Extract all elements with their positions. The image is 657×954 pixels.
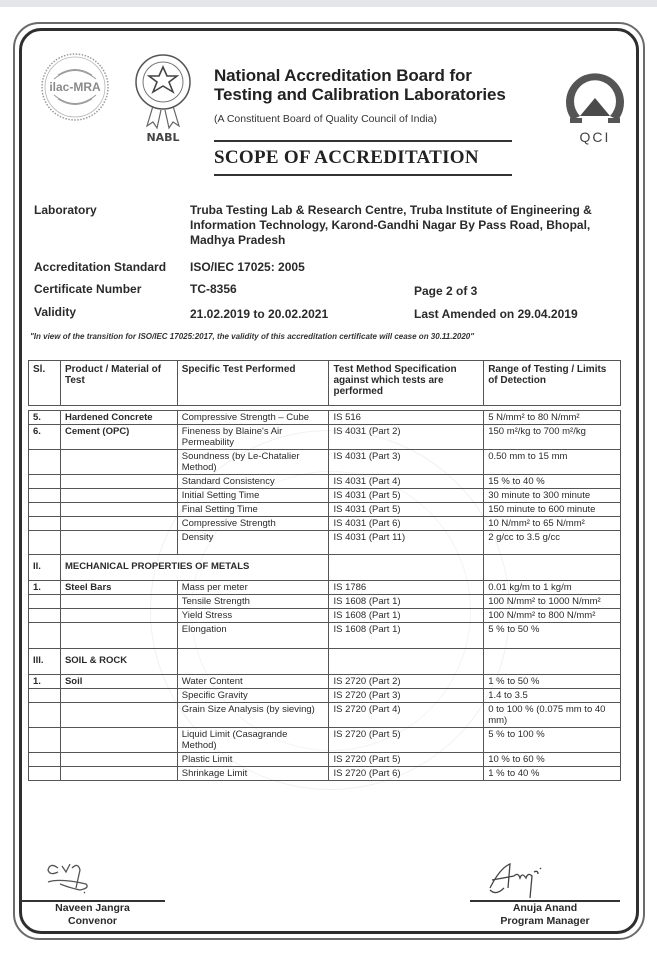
cell-method: IS 2720 (Part 5) [329,728,484,753]
cell-method: IS 2720 (Part 3) [329,689,484,703]
cell-test: Standard Consistency [177,475,329,489]
cell-empty [329,555,484,581]
cell-sl [29,595,61,609]
cell-method: IS 1608 (Part 1) [329,623,484,649]
organization-title [214,66,559,104]
accreditation-standard-label: Accreditation Standard [34,260,167,274]
cell-test: Shrinkage Limit [177,767,329,781]
transition-note: "In view of the transition for ISO/IEC 17025:2017, the validity of this accreditation certificate will cease on 30.11.2020" [30,332,475,341]
cell-product [60,728,177,753]
header-range: Range of Testing / Limits of Detection [484,361,621,406]
cell-test: Grain Size Analysis (by sieving) [177,703,329,728]
cell-sl [29,609,61,623]
header-test: Specific Test Performed [177,361,329,406]
table-row [29,531,621,555]
section-title: SOIL & ROCK [60,649,177,675]
cell-method: IS 4031 (Part 11) [329,531,484,555]
accreditation-standard-value: ISO/IEC 17025: 2005 [190,260,305,274]
cell-empty [484,555,621,581]
cell-test: Mass per meter [177,581,329,595]
cell-method: IS 1608 (Part 1) [329,609,484,623]
svg-text:ilac-MRA: ilac-MRA [49,80,101,94]
cell-product [60,767,177,781]
cell-test: Water Content [177,675,329,689]
table-row [29,609,621,623]
section-row-metals [29,555,621,581]
cell-test: Fineness by Blaine's Air Permeability [177,425,329,450]
table-row [29,767,621,781]
table-row [29,703,621,728]
cell-sl [29,767,61,781]
signatory-name: Naveen Jangra [55,901,130,914]
table-header-row [29,361,621,406]
certificate-number-label: Certificate Number [34,282,142,296]
cell-test: Initial Setting Time [177,489,329,503]
cell-sl [29,728,61,753]
qci-logo-icon [560,60,630,146]
cell-sl [29,623,61,649]
cell-range: 15 % to 40 % [484,475,621,489]
scope-table [28,360,621,781]
cell-range: 10 N/mm² to 65 N/mm² [484,517,621,531]
header-method: Test Method Specification against which tests are performed [329,361,484,406]
cell-method: IS 4031 (Part 5) [329,489,484,503]
signature-block-program-manager [470,858,620,928]
table-row [29,517,621,531]
header-sl: Sl. [29,361,61,406]
cell-test: Tensile Strength [177,595,329,609]
cell-sl: 5. [29,411,61,425]
cell-sl [29,531,61,555]
cell-method: IS 1608 (Part 1) [329,595,484,609]
cell-product [60,503,177,517]
cell-range: 2 g/cc to 3.5 g/cc [484,531,621,555]
cell-range: 1.4 to 3.5 [484,689,621,703]
cell-method: IS 2720 (Part 6) [329,767,484,781]
cell-test: Elongation [177,623,329,649]
cell-product [60,595,177,609]
signatory-role: Program Manager [500,914,590,927]
cell-method: IS 4031 (Part 2) [329,425,484,450]
cell-product [60,475,177,489]
cell-method: IS 2720 (Part 2) [329,675,484,689]
cell-method: IS 4031 (Part 6) [329,517,484,531]
table-row [29,581,621,595]
table-row [29,689,621,703]
cell-product: Hardened Concrete [60,411,177,425]
cell-range: 100 N/mm² to 1000 N/mm² [484,595,621,609]
signatory-role: Convenor [67,914,117,927]
top-strip [0,0,657,7]
organization-title-line1: National Accreditation Board for [214,66,472,85]
cell-method: IS 4031 (Part 3) [329,450,484,475]
table-row [29,675,621,689]
signature-block-convenor [20,858,165,928]
validity-value: 21.02.2019 to 20.02.2021 [190,307,329,321]
cell-range: 1 % to 40 % [484,767,621,781]
section-number: II. [29,555,61,581]
cell-range: 0.01 kg/m to 1 kg/m [484,581,621,595]
cell-empty [329,649,484,675]
cell-product: Steel Bars [60,581,177,595]
section-number: III. [29,649,61,675]
cell-range: 5 % to 50 % [484,623,621,649]
cell-sl [29,689,61,703]
cell-product [60,623,177,649]
document-title: SCOPE OF ACCREDITATION [214,147,479,168]
nabl-logo-icon [133,52,193,144]
validity-label: Validity [34,305,77,319]
cell-test: Liquid Limit (Casagrande Method) [177,728,329,753]
cell-sl [29,753,61,767]
cell-method: IS 1786 [329,581,484,595]
signature-mark-icon [20,858,165,900]
table-row [29,450,621,475]
section-row-soil-rock [29,649,621,675]
cell-range: 150 minute to 600 minute [484,503,621,517]
table-row [29,411,621,425]
cell-test: Compressive Strength [177,517,329,531]
cell-test: Yield Stress [177,609,329,623]
cell-empty [177,649,329,675]
cell-range: 0.50 mm to 15 mm [484,450,621,475]
cell-method: IS 516 [329,411,484,425]
cell-range: 1 % to 50 % [484,675,621,689]
cell-test: Density [177,531,329,555]
svg-text:QCI: QCI [579,129,611,145]
table-row [29,425,621,450]
cell-sl [29,503,61,517]
page-indicator: Page 2 of 3 [414,284,478,298]
cell-range: 5 N/mm² to 80 N/mm² [484,411,621,425]
cell-range: 150 m²/kg to 700 m²/kg [484,425,621,450]
signature-mark-icon [470,858,620,900]
cell-test: Specific Gravity [177,689,329,703]
certificate-number-value: TC-8356 [190,282,237,296]
cell-sl [29,450,61,475]
cell-product [60,689,177,703]
cell-sl [29,475,61,489]
cell-range: 10 % to 60 % [484,753,621,767]
cell-sl: 1. [29,581,61,595]
cell-sl [29,489,61,503]
cell-product [60,703,177,728]
cell-test: Final Setting Time [177,503,329,517]
cell-range: 5 % to 100 % [484,728,621,753]
last-amended: Last Amended on 29.04.2019 [414,307,578,321]
cell-product [60,753,177,767]
section-title: MECHANICAL PROPERTIES OF METALS [60,555,329,581]
cell-method: IS 4031 (Part 5) [329,503,484,517]
cell-test: Soundness (by Le-Chatalier Method) [177,450,329,475]
cell-range: 0 to 100 % (0.075 mm to 40 mm) [484,703,621,728]
signatory-name: Anuja Anand [512,901,578,914]
cell-method: IS 2720 (Part 5) [329,753,484,767]
organization-title-line2: Testing and Calibration Laboratories [214,85,506,104]
cell-range: 30 minute to 300 minute [484,489,621,503]
table-row [29,489,621,503]
cell-product [60,450,177,475]
ilac-mra-logo-icon [40,52,110,122]
cell-sl: 1. [29,675,61,689]
cell-product [60,531,177,555]
table-row [29,623,621,649]
title-rule-bottom [214,174,512,176]
cell-range: 100 N/mm² to 800 N/mm² [484,609,621,623]
cell-method: IS 4031 (Part 4) [329,475,484,489]
header-product: Product / Material of Test [60,361,177,406]
table-row [29,728,621,753]
laboratory-label: Laboratory [34,203,97,217]
table-row [29,595,621,609]
cell-sl: 6. [29,425,61,450]
cell-sl [29,703,61,728]
organization-subtitle: (A Constituent Board of Quality Council of India) [214,113,437,125]
cell-product: Soil [60,675,177,689]
cell-method: IS 2720 (Part 4) [329,703,484,728]
cell-test: Compressive Strength – Cube [177,411,329,425]
svg-text:NABL: NABL [146,131,180,144]
cell-empty [484,649,621,675]
laboratory-value: Truba Testing Lab & Research Centre, Truba Institute of Engineering & Information Technology, Karond-Gandhi Nagar By Pass Road, Bhopal, Madhya Pradesh [190,203,592,247]
cell-product [60,609,177,623]
cell-sl [29,517,61,531]
cell-product [60,489,177,503]
table-row [29,753,621,767]
cell-product [60,517,177,531]
title-rule-top [214,140,512,142]
table-row [29,475,621,489]
cell-test: Plastic Limit [177,753,329,767]
cell-product: Cement (OPC) [60,425,177,450]
table-row [29,503,621,517]
